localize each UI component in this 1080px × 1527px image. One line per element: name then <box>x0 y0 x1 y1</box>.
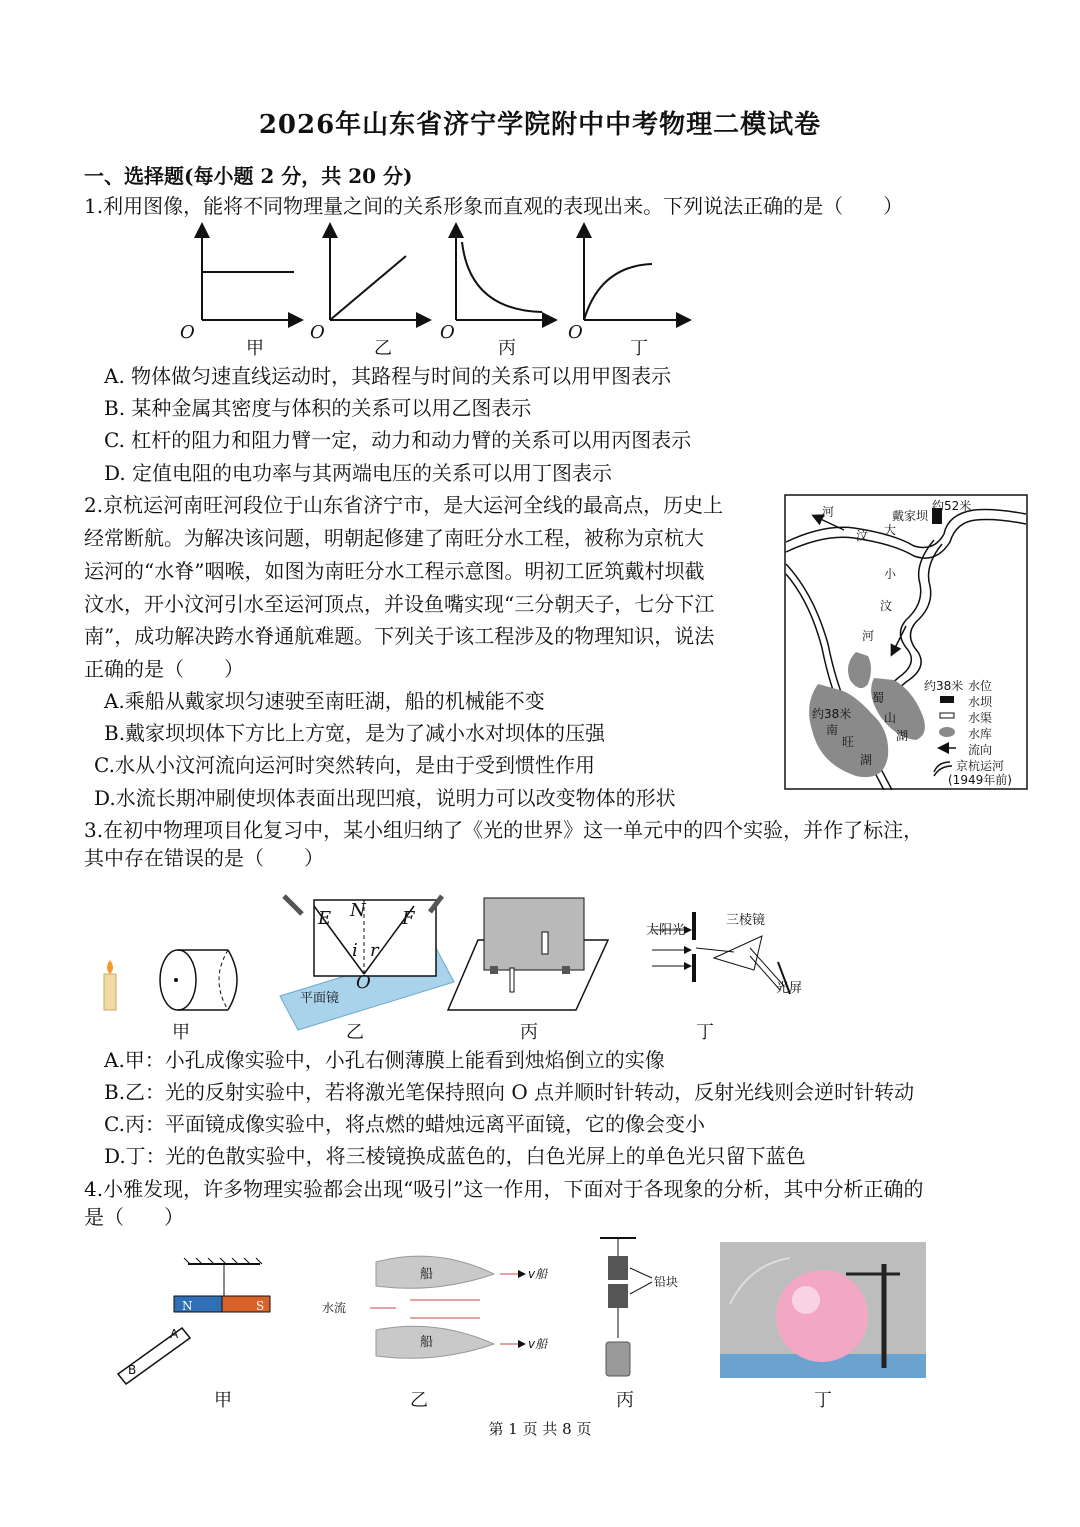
map-text: 山 <box>884 711 897 725</box>
fig-text: 船 <box>420 1335 434 1350</box>
q1-option-c[interactable]: C. 杠杆的阻力和阻力臂一定，动力和动力臂的关系可以用丙图表示 <box>104 428 692 452</box>
fig-text: N <box>350 900 366 921</box>
fig-text: F <box>402 908 415 929</box>
fig-lead-blocks <box>600 1238 678 1411</box>
legend-text: 流向 <box>968 743 993 757</box>
fig-text: 水流 <box>322 1301 347 1315</box>
q2-option-a[interactable]: A.乘船从戴家坝匀速驶至南旺湖，船的机械能不变 <box>104 689 545 713</box>
fig-plane-mirror <box>448 898 608 1043</box>
map-text: 旺 <box>842 735 855 749</box>
page-title: 2026年山东省济宁学院附中中考物理二模试卷 <box>258 110 822 140</box>
graph-label: 甲 <box>246 338 264 359</box>
legend-text: 水渠 <box>968 711 993 725</box>
fig-text: 三棱镜 <box>726 913 766 928</box>
q2-option-d[interactable]: D.水流长期冲刷使坝体表面出现凹痕，说明力可以改变物体的形状 <box>94 786 676 810</box>
origin-label: O <box>180 322 195 343</box>
q2-stem-line: 运河的“水脊”咽喉，如图为南旺分水工程示意图。明初工匠筑戴村坝截 <box>84 559 705 583</box>
q3-option-b[interactable]: B.乙：光的反射实验中，若将激光笔保持照向 O 点并顺时针转动，反射光线则会逆时针转动 <box>104 1080 915 1104</box>
fig-balloon-photo <box>720 1242 926 1411</box>
fig-text: N <box>182 1299 193 1313</box>
section-heading: 一、选择题(每小题 2 分，共 20 分) <box>84 164 413 188</box>
graph-label: 乙 <box>374 338 392 359</box>
q2-option-c[interactable]: C.水从小汶河流向运河时突然转向，是由于受到惯性作用 <box>94 753 595 777</box>
q4-stem-line: 4.小雅发现，许多物理实验都会出现“吸引”这一作用，下面对于各现象的分析，其中分析正确的 <box>84 1177 924 1201</box>
map-text: 南 <box>826 723 839 737</box>
fig-text: 太阳光 <box>646 923 686 938</box>
fig-pinhole-camera <box>104 950 237 1043</box>
legend-text: 水库 <box>968 727 993 741</box>
graph-bing <box>440 226 554 359</box>
fig-label: 丙 <box>520 1022 538 1043</box>
q2-option-b[interactable]: B.戴家坝坝体下方比上方宽，是为了减小水对坝体的压强 <box>104 721 606 745</box>
q1-stem: 1.利用图像，能将不同物理量之间的关系形象而直观的表现出来。下列说法正确的是（ ） <box>84 194 904 218</box>
fig-text: 平面镜 <box>300 991 340 1006</box>
map-text: 汶 <box>856 529 869 543</box>
fig-label: 乙 <box>410 1390 428 1411</box>
q3-stem-line: 其中存在错误的是（ ） <box>84 846 324 870</box>
map-text: 约38米 <box>924 679 964 693</box>
q1-option-a[interactable]: A. 物体做匀速直线运动时，其路程与时间的关系可以用甲图表示 <box>104 364 672 388</box>
fig-label: 丙 <box>616 1390 634 1411</box>
page-footer: 第 1 页 共 8 页 <box>488 1420 592 1438</box>
q4-stem-line: 是（ ） <box>84 1205 184 1229</box>
legend-text: 京杭运河 <box>956 759 1005 773</box>
map-text: 蜀 <box>872 691 885 705</box>
fig-text: i <box>352 940 358 961</box>
q3-stem-line: 3.在初中物理项目化复习中，某小组归纳了《光的世界》这一单元中的四个实验，并作了标注， <box>84 818 924 842</box>
legend-text: 水位 <box>968 679 993 693</box>
fig-text: A <box>170 1327 179 1341</box>
fig-ships <box>322 1256 548 1411</box>
fig-text: S <box>256 1299 265 1313</box>
fig-label: 丁 <box>814 1390 832 1411</box>
fig-label: 乙 <box>346 1022 364 1043</box>
fig-label: 甲 <box>172 1022 190 1043</box>
fig-text: B <box>128 1363 137 1377</box>
q2-stem-line: 经常断航。为解决该问题，明朝起修建了南旺分水工程，被称为京杭大 <box>84 526 704 550</box>
q3-option-a[interactable]: A.甲：小孔成像实验中，小孔右侧薄膜上能看到烛焰倒立的实像 <box>104 1048 665 1072</box>
q2-stem-line: 正确的是（ ） <box>84 657 244 681</box>
q3-option-c[interactable]: C.丙：平面镜成像实验中，将点燃的蜡烛远离平面镜，它的像会变小 <box>104 1112 705 1136</box>
graph-label: 丙 <box>498 338 516 359</box>
q3-option-d[interactable]: D.丁：光的色散实验中，将三棱镜换成蓝色的，白色光屏上的单色光只留下蓝色 <box>104 1144 806 1168</box>
fig-reflection <box>280 896 454 1043</box>
map-text: 河 <box>822 505 835 519</box>
fig-text: O <box>356 972 371 993</box>
graph-yi <box>310 226 428 359</box>
map-text: 大 <box>884 523 897 537</box>
graph-ding <box>568 226 688 359</box>
fig-label: 丁 <box>696 1022 714 1043</box>
fig-text: E <box>318 908 332 929</box>
graph-label: 丁 <box>630 338 648 359</box>
map-text: 小 <box>884 567 897 581</box>
q4-figures <box>110 1234 930 1416</box>
fig-magnet <box>118 1258 270 1411</box>
fig-text: 船 <box>420 1267 434 1282</box>
q2-map <box>784 494 1028 790</box>
fig-text: v船 <box>528 1337 548 1351</box>
fig-text: r <box>370 940 379 961</box>
fig-text: 铅块 <box>654 1275 679 1289</box>
fig-text: 光屏 <box>776 981 803 996</box>
q1-option-b[interactable]: B. 某种金属其密度与体积的关系可以用乙图表示 <box>104 396 532 420</box>
map-text: 湖 <box>860 753 873 767</box>
map-text: 约38米 <box>812 707 852 721</box>
legend-text: (1949年前) <box>948 773 1012 787</box>
q1-option-d[interactable]: D. 定值电阻的电功率与其两端电压的关系可以用丁图表示 <box>104 461 613 485</box>
map-text: 戴家坝 <box>892 509 929 523</box>
map-text: 河 <box>862 629 875 643</box>
fig-label: 甲 <box>214 1390 232 1411</box>
fig-dispersion <box>646 912 802 1043</box>
map-text: 湖 <box>896 729 909 743</box>
map-text: 约52米 <box>932 499 972 513</box>
origin-label: O <box>440 322 455 343</box>
q1-graphs <box>170 222 710 362</box>
q3-figures <box>90 870 810 1046</box>
fig-text: v船 <box>528 1267 548 1281</box>
q2-stem-line: 南”，成功解决跨水脊通航难题。下列关于该工程涉及的物理知识，说法 <box>84 624 715 648</box>
map-text: 汶 <box>880 599 893 613</box>
q2-stem-line: 汶水，开小汶河引水至运河顶点，并设鱼嘴实现“三分朝天子，七分下江 <box>84 592 715 616</box>
origin-label: O <box>568 322 583 343</box>
q2-stem-line: 2.京杭运河南旺河段位于山东省济宁市，是大运河全线的最高点，历史上 <box>84 493 724 517</box>
legend-text: 水坝 <box>968 695 993 709</box>
graph-jia <box>180 226 300 359</box>
origin-label: O <box>310 322 325 343</box>
